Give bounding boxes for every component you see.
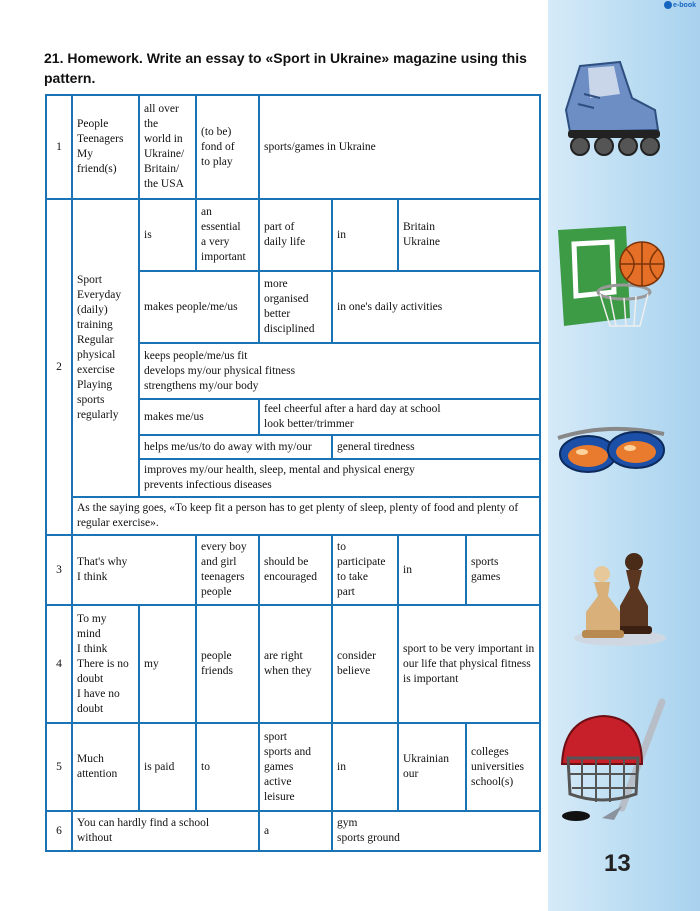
table-cell: improves my/our health, sleep, mental and physical energy prevents infectious diseases xyxy=(139,459,540,497)
table-cell: (to be) fond of to play xyxy=(196,95,259,199)
goggles-icon xyxy=(552,420,670,480)
table-cell: to xyxy=(196,723,259,811)
row-number: 5 xyxy=(46,723,72,811)
table-cell: makes people/me/us xyxy=(139,271,259,343)
table-cell: is paid xyxy=(139,723,196,811)
essay-pattern-table xyxy=(45,94,541,852)
table-cell: gym sports ground xyxy=(332,811,540,851)
table-cell: Much attention xyxy=(72,723,139,811)
pattern-row-1 xyxy=(46,95,540,199)
table-cell: sports/games in Ukraine xyxy=(259,95,540,199)
page-number: 13 xyxy=(604,850,631,877)
table-cell: are right when they xyxy=(259,605,332,723)
table-cell: is xyxy=(139,199,196,271)
chess-pieces-icon xyxy=(568,548,668,648)
table-cell: feel cheerful after a hard day at school look better/trimmer xyxy=(259,399,540,435)
table-cell: sports games xyxy=(466,535,540,605)
pattern-row-4 xyxy=(46,605,540,723)
table-cell: consider believe xyxy=(332,605,398,723)
table-cell: an essential a very important xyxy=(196,199,259,271)
table-cell: in xyxy=(332,723,398,811)
table-cell: helps me/us/to do away with my/our xyxy=(139,435,332,459)
table-cell: makes me/us xyxy=(139,399,259,435)
table-cell: keeps people/me/us fit develops my/our physical fitness strengthens my/our body xyxy=(139,343,540,399)
table-cell: should be encouraged xyxy=(259,535,332,605)
row-number: 2 xyxy=(46,199,72,535)
table-cell: in xyxy=(398,535,466,605)
task-instruction: 21. Homework. Write an essay to «Sport in Ukraine» magazine using this pattern. xyxy=(44,50,527,86)
pattern-row-6 xyxy=(46,811,540,851)
table-cell: That's why I think xyxy=(72,535,196,605)
table-cell: Ukrainian our xyxy=(398,723,466,811)
publisher-logo: e-book xyxy=(664,1,696,9)
row-number: 4 xyxy=(46,605,72,723)
hockey-helmet-icon xyxy=(552,698,670,828)
table-cell: a xyxy=(259,811,332,851)
logo-icon xyxy=(664,1,672,9)
right-sidebar xyxy=(548,0,700,911)
table-cell: my xyxy=(139,605,196,723)
row-number: 1 xyxy=(46,95,72,199)
table-cell: Sport Everyday (daily) training Regular physical exercise Playing sports regularly xyxy=(72,199,139,497)
basketball-icon xyxy=(554,222,672,334)
table-cell: in one's daily activities xyxy=(332,271,540,343)
table-cell: colleges universities school(s) xyxy=(466,723,540,811)
table-cell: every boy and girl teenagers people xyxy=(196,535,259,605)
table-cell: People Teenagers My friend(s) xyxy=(72,95,139,199)
table-cell: in xyxy=(332,199,398,271)
table-cell: To my mind I think There is no doubt I have no doubt xyxy=(72,605,139,723)
row-number: 3 xyxy=(46,535,72,605)
table-cell: people friends xyxy=(196,605,259,723)
table-cell: sport sports and games active leisure xyxy=(259,723,332,811)
table-cell: Britain Ukraine xyxy=(398,199,540,271)
table-cell: sport to be very important in our life that physical fitness is important xyxy=(398,605,540,723)
table-cell: more organised better disciplined xyxy=(259,271,332,343)
table-cell: You can hardly find a school without xyxy=(72,811,259,851)
pattern-row-5 xyxy=(46,723,540,811)
pattern-row-3 xyxy=(46,535,540,605)
table-cell: to participate to take part xyxy=(332,535,398,605)
table-cell: all over the world in Ukraine/ Britain/ the USA xyxy=(139,95,196,199)
saying-cell: As the saying goes, «To keep fit a person has to get plenty of sleep, plenty of food and plenty of regular exercise». xyxy=(72,497,540,535)
inline-skate-icon xyxy=(550,58,670,158)
pattern-row-2 xyxy=(46,199,540,271)
pattern-row-2-saying xyxy=(46,497,540,535)
table-cell: general tiredness xyxy=(332,435,540,459)
row-number: 6 xyxy=(46,811,72,851)
table-cell: part of daily life xyxy=(259,199,332,271)
